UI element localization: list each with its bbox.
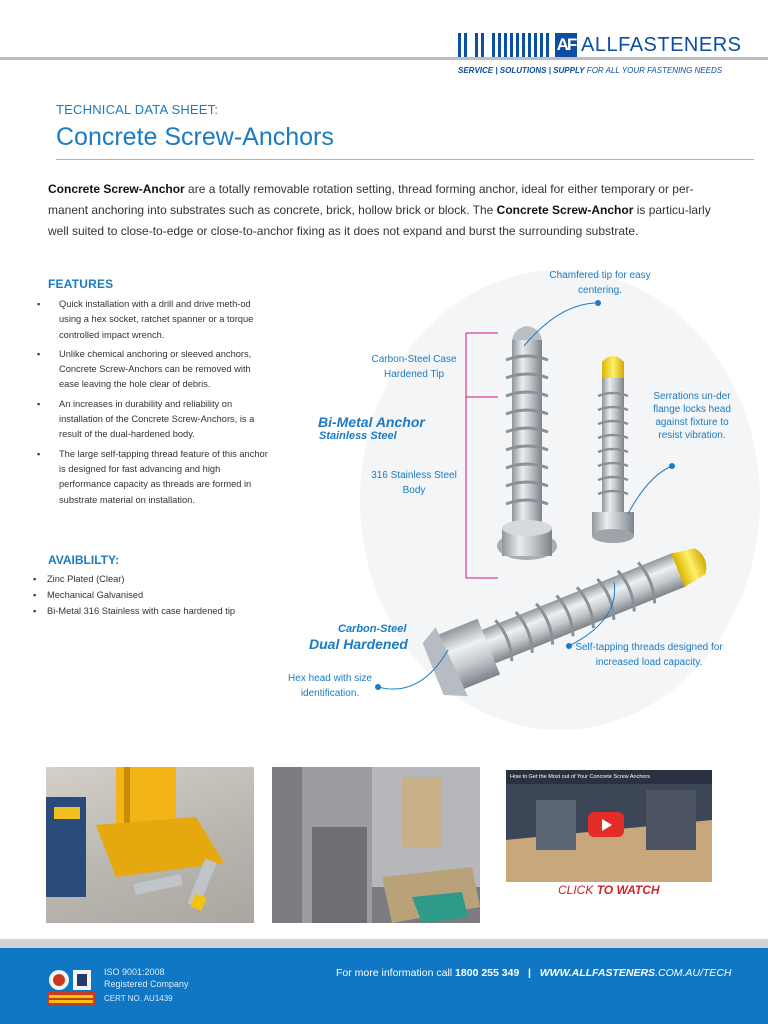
photo-2-scene (272, 767, 480, 923)
iso-line-1: ISO 9001:2008 (104, 967, 165, 977)
callout-self-tapping: Self-tapping threads designed for increased load capacity. (575, 642, 723, 668)
installation-photo-1 (46, 767, 254, 923)
click-text: CLICK (558, 883, 594, 897)
availability-item: ▪ Mechanical Galvanised (33, 587, 273, 603)
availability-item: ▪ Zinc Plated (Clear) (33, 571, 273, 587)
feature-item: ▪ An increases in durability and reliability on installation of the Concrete Screw-Anchors, is a result of the dual-hardened body. (33, 397, 273, 443)
contact-info (336, 967, 731, 979)
tagline-rest: FOR ALL YOUR FASTENING NEEDS (584, 66, 723, 75)
url-bold: WWW.ALLFASTENERS (539, 967, 656, 979)
url-rest: .COM.AU/TECH (655, 967, 732, 979)
callout-hex-head: Hex head with size identification. (288, 673, 372, 699)
photo-1-scene (46, 767, 254, 923)
intro-bold-2: Concrete Screw-Anchor (496, 203, 634, 217)
feature-item: ▪ The large self-tapping thread feature of this anchor is designed for fast advancing and high performance capacity as threads are formed in substrate material on installation. (33, 447, 273, 508)
phone-number[interactable]: 1800 255 349 (455, 967, 520, 979)
iso-line-2: Registered Company (104, 979, 189, 989)
page-title: Concrete Screw-Anchors (56, 123, 334, 151)
play-button-icon[interactable] (588, 812, 624, 837)
intro-text-1: are a totally removable rotation setting, thread forming anchor, ideal for either temporary or per-manent anchoring into substrates such as concrete, brick, hollow brick or block. The (48, 182, 694, 217)
iso-registration (104, 966, 189, 990)
availability-heading: AVAIBLILTY: (48, 553, 120, 567)
dual-hardened-label: Dual Hardened (309, 636, 408, 652)
doc-subtitle: TECHNICAL DATA SHEET: (56, 102, 219, 117)
availability-item: ▪ Bi-Metal 316 Stainless with case hardened tip (33, 603, 273, 619)
feature-item: ▪ Unlike chemical anchoring or sleeved anchors, Concrete Screw-Anchors can be removed with ease leaving the hole clear of debris. (33, 347, 273, 393)
feature-item: ▪ Quick installation with a drill and drive meth-od using a hex socket, ratchet spanner or a torque controlled impact wrench. (33, 297, 273, 343)
iso-certification-badge-icon (47, 966, 95, 1006)
intro-bold-1: Concrete Screw-Anchor (48, 182, 185, 196)
video-title: How to Get the Most out of Your Concrete Screw Anchors (510, 774, 651, 780)
intro-text-2: is particu-larly well suited to close-to-edge or close-to-anchor fixing as it does not expand and burst the surrounding substrate. (48, 203, 711, 238)
footer-divider (0, 939, 768, 948)
cert-number: CERT NO. AU1439 (104, 994, 173, 1003)
more-info-text: For more information call (336, 967, 456, 979)
watch-text: TO WATCH (596, 883, 660, 897)
carbon-steel-label: Carbon-Steel (338, 623, 407, 635)
bimetal-sublabel: Stainless Steel (319, 430, 397, 442)
logo-mark: AF (555, 33, 577, 57)
video-thumbnail[interactable] (506, 770, 712, 882)
click-to-watch-link[interactable] (558, 883, 660, 897)
installation-photo-2 (272, 767, 480, 923)
logo-text: ALLFASTENERS (581, 33, 742, 56)
website-link[interactable] (540, 967, 732, 979)
tagline-bold: SERVICE | SOLUTIONS | SUPPLY (458, 66, 585, 75)
features-heading: FEATURES (48, 277, 114, 291)
contact-separator: | (528, 967, 531, 979)
callout-stainless-body: 316 Stainless Steel Body (371, 470, 457, 496)
callout-carbon-tip: Carbon-Steel Case Hardened Tip (371, 354, 457, 380)
callout-chamfered: Chamfered tip for easy centering. (549, 270, 651, 296)
callout-serrations: Serrations un-der flange locks head against fixture to resist vibration. (653, 391, 731, 441)
bimetal-label: Bi-Metal Anchor (318, 414, 425, 430)
